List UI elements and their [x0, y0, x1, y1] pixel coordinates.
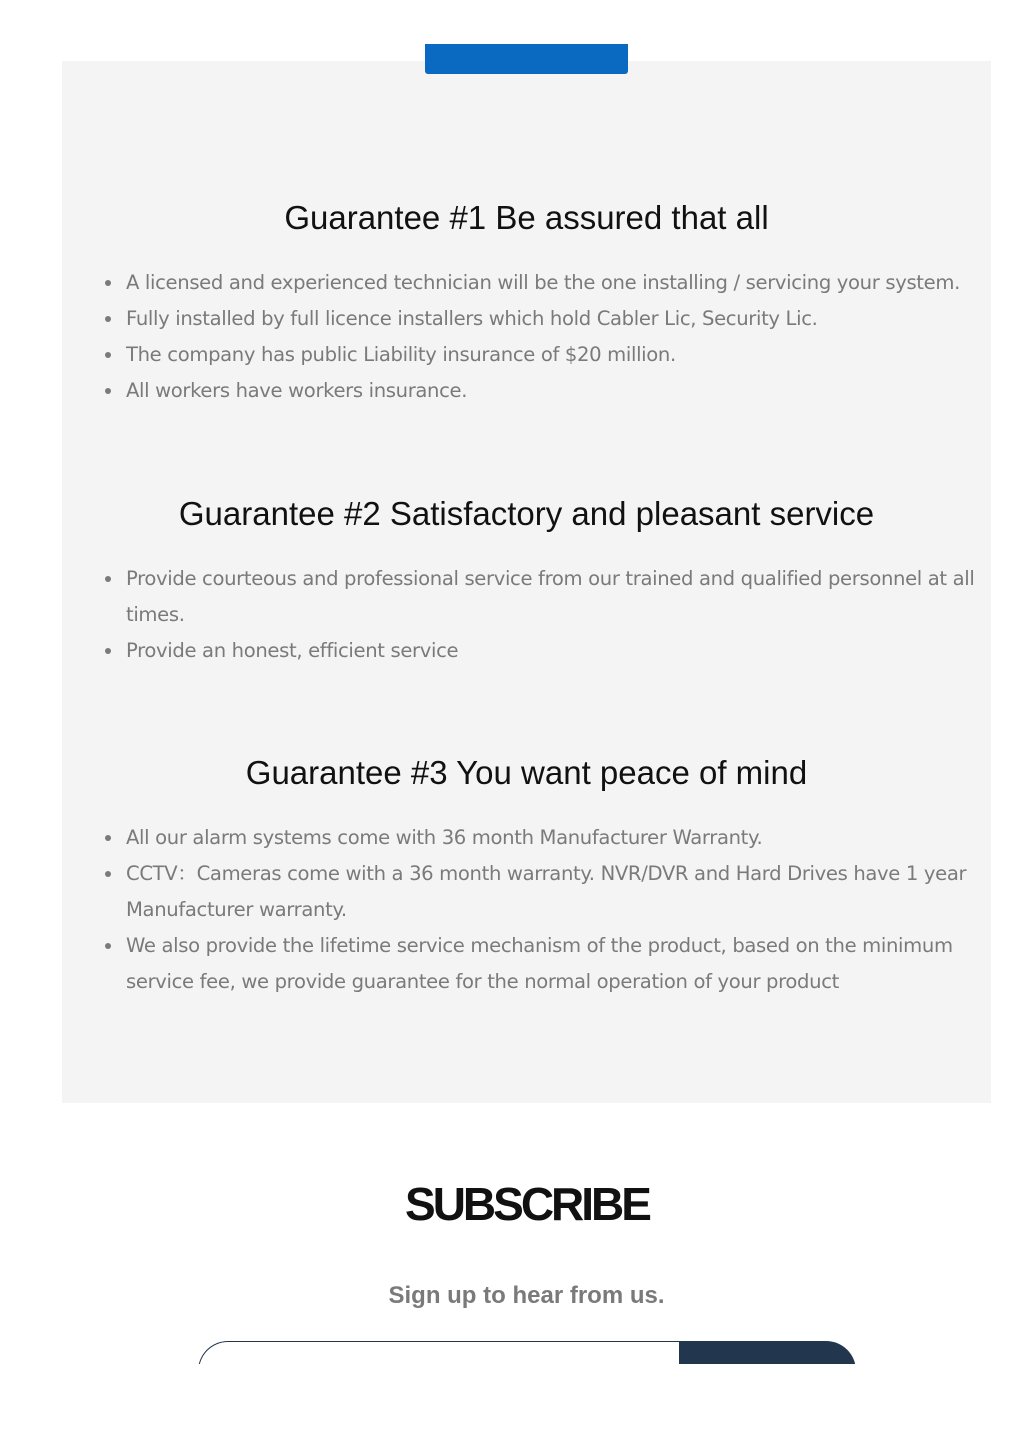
list-item: Provide an honest, efficient service [126, 633, 981, 669]
guarantee-section-1 [62, 198, 991, 409]
cta-button-partial[interactable] [425, 44, 628, 74]
list-item: All workers have workers insurance. [126, 373, 981, 409]
guarantee-section-2 [62, 494, 991, 669]
guarantees-panel [62, 61, 991, 1103]
subscribe-form [198, 1341, 856, 1364]
guarantee-1-list [62, 265, 991, 409]
email-input[interactable] [198, 1341, 679, 1364]
list-item: Fully installed by full licence installers which hold Cabler Lic, Security Lic. [126, 301, 981, 337]
subscribe-title: SUBSCRIBE [405, 1178, 649, 1230]
subscribe-subtitle: Sign up to hear from us. [388, 1282, 665, 1309]
guarantee-2-list [62, 561, 991, 669]
list-item: All our alarm systems come with 36 month Manufacturer Warranty. [126, 820, 981, 856]
list-item: A licensed and experienced technician will be the one installing / servicing your system. [126, 265, 981, 301]
subscribe-button[interactable] [679, 1341, 856, 1364]
guarantee-1-title: Guarantee #1 Be assured that all [284, 199, 769, 236]
guarantee-section-3 [62, 753, 991, 1000]
guarantee-2-title: Guarantee #2 Satisfactory and pleasant service [178, 495, 875, 532]
list-item: Provide courteous and professional service from our trained and qualified personnel at all times. [126, 561, 981, 633]
guarantee-3-list [62, 820, 991, 1000]
list-item: CCTV：Cameras come with a 36 month warranty. NVR/DVR and Hard Drives have 1 year Manufacturer warranty. [126, 856, 981, 928]
guarantee-3-title: Guarantee #3 You want peace of mind [245, 754, 808, 791]
list-item: The company has public Liability insurance of $20 million. [126, 337, 981, 373]
list-item: We also provide the lifetime service mechanism of the product, based on the minimum service fee, we provide guarantee for the normal operation of your product [126, 928, 981, 1000]
